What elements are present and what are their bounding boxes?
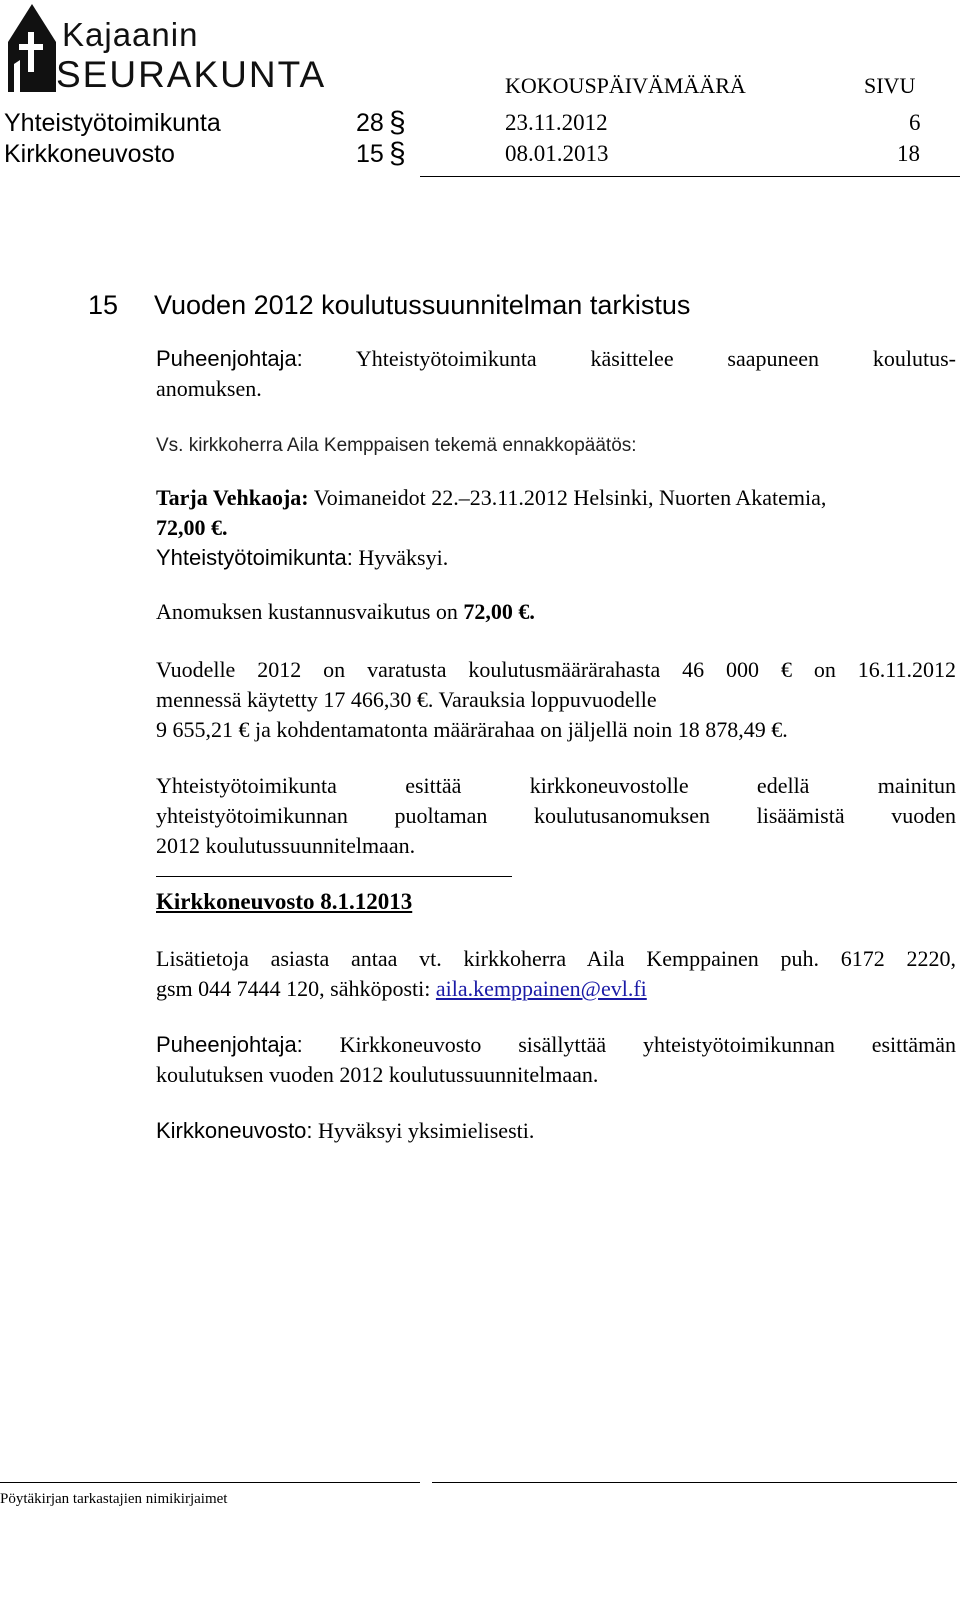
vicar-decision-line: Vs. kirkkoherra Aila Kemppaisen tekemä ennakkopäätös: <box>156 435 637 456</box>
budget-line2: mennessä käytetty 17 466,30 €. Varauksia loppuvuodelle <box>156 687 657 712</box>
budget-line3: 9 655,21 € ja kohdentamatonta määrärahaa on jäljellä noin 18 878,49 €. <box>156 717 788 742</box>
application-amount: 72,00 €. <box>156 515 228 540</box>
header-section-2: 15 <box>356 140 384 168</box>
committee-proposal-line3: 2012 koulutussuunnitelmaan. <box>156 833 416 858</box>
committee-decision: Hyväksyi. <box>358 545 449 570</box>
church-cross-icon <box>6 2 58 94</box>
council-label: Kirkkoneuvosto: <box>156 1118 313 1143</box>
application-details: Voimaneidot 22.–23.11.2012 Helsinki, Nuorten Akatemia, <box>313 485 827 510</box>
chair-proposal-line1: Yhteistyötoimikunta käsittelee saapuneen koulutus- <box>355 346 956 371</box>
chair-proposal-2-paragraph <box>156 1030 956 1090</box>
chair-label-2: Puheenjohtaja: <box>156 1032 303 1057</box>
logo-line1: Kajaanin <box>62 16 199 53</box>
committee-proposal-line1: Yhteistyötoimikunta esittää kirkkoneuvostolle edellä mainitun <box>156 773 956 798</box>
page-header: SIVU <box>864 73 916 98</box>
cost-impact-line <box>156 597 956 627</box>
cost-impact-text: Anomuksen kustannusvaikutus on <box>156 599 458 624</box>
footer-rule-right <box>432 1482 957 1483</box>
chair-label: Puheenjohtaja: <box>156 346 303 371</box>
council-decision-paragraph <box>156 1116 956 1146</box>
section-title <box>88 290 690 321</box>
section-title-text: Vuoden 2012 koulutussuunnitelman tarkistus <box>154 290 691 320</box>
committee-label: Yhteistyötoimikunta: <box>156 545 353 570</box>
section-symbol-2: § <box>389 137 406 170</box>
church-logo <box>6 2 326 97</box>
header-body-2: Kirkkoneuvosto <box>4 140 175 168</box>
contact-line2: gsm 044 7444 120, sähköposti: <box>156 976 431 1001</box>
budget-line1: Vuodelle 2012 on varatusta koulutusmäärärahasta 46 000 € on 16.11.2012 <box>156 657 956 682</box>
applicant-name: Tarja Vehkaoja: <box>156 485 309 510</box>
contact-paragraph <box>156 944 956 1004</box>
meeting-date-header: KOKOUSPÄIVÄMÄÄRÄ <box>505 73 746 98</box>
header-page-1: 6 <box>909 110 921 135</box>
contact-line1: Lisätietoja asiasta antaa vt. kirkkoherra Aila Kemppainen puh. 6172 2220, <box>156 946 956 971</box>
church-council-heading: Kirkkoneuvosto 8.1.12013 <box>156 889 413 914</box>
logo-line2: SEURAKUNTA <box>56 54 327 95</box>
chair-proposal-2-line1: Kirkkoneuvosto sisällyttää yhteistyötoimikunnan esittämän <box>339 1032 956 1057</box>
header-rule <box>420 176 960 177</box>
budget-paragraph <box>156 655 956 745</box>
footer-initials-label: Pöytäkirjan tarkastajien nimikirjaimet <box>0 1491 228 1507</box>
chair-proposal-paragraph <box>156 344 956 404</box>
committee-proposal-paragraph <box>156 771 956 861</box>
application-paragraph <box>156 483 956 573</box>
committee-proposal-line2: yhteistyötoimikunnan puoltaman koulutusanomuksen lisäämistä vuoden <box>156 803 956 828</box>
chair-proposal-line2: anomuksen. <box>156 376 262 401</box>
header-body-1: Yhteistyötoimikunta <box>4 109 221 137</box>
section-number: 15 <box>88 290 119 320</box>
header-date-2: 08.01.2013 <box>505 141 609 166</box>
email-link[interactable]: aila.kemppainen@evl.fi <box>435 976 647 1001</box>
separator-rule <box>156 876 512 877</box>
chair-proposal-2-line2: koulutuksen vuoden 2012 koulutussuunnitelmaan. <box>156 1062 599 1087</box>
section-symbol-1: § <box>389 106 406 139</box>
header-date-1: 23.11.2012 <box>505 110 608 135</box>
header-page-2: 18 <box>897 141 920 166</box>
footer-rule-left <box>0 1482 420 1483</box>
cost-impact-amount: 72,00 €. <box>463 599 535 624</box>
header-section-1: 28 <box>356 109 384 137</box>
council-decision: Hyväksyi yksimielisesti. <box>318 1118 535 1143</box>
